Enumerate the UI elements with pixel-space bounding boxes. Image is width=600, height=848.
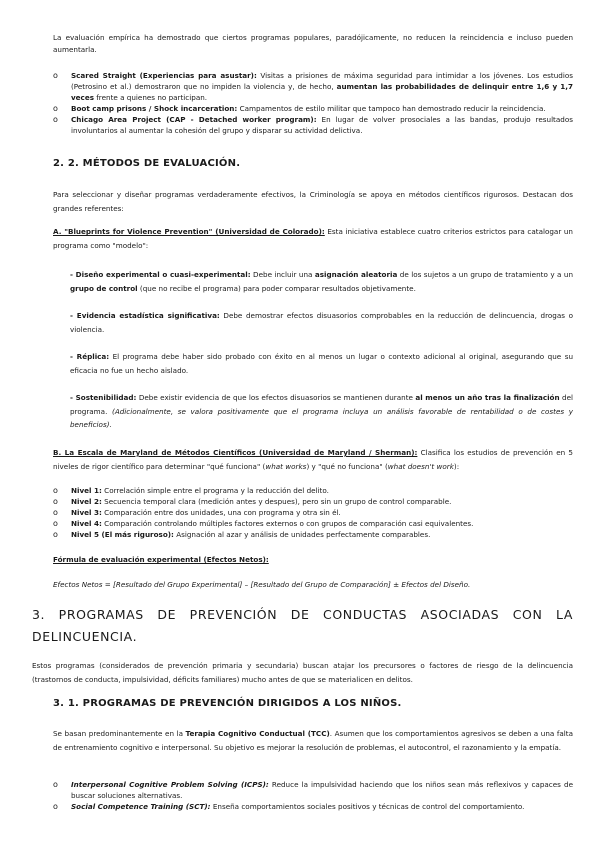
list-item: o Boot camp prisons / Shock incarceration: Campamentos de estilo militar que tampoco han demostrado reducir la reincidencia. <box>53 104 546 113</box>
bullet-icon: o <box>53 530 58 539</box>
bullet-icon: o <box>53 802 58 811</box>
list-item: o Interpersonal Cognitive Problem Solving (ICPS): Reduce la impulsividad haciendo que los niños sean más reflexivos y capaces de buscar soluciones alternativas. <box>53 780 573 800</box>
section-heading-3-1: 3. 1. PROGRAMAS DE PREVENCIÓN DIRIGIDOS A LOS NIÑOS. <box>53 698 402 709</box>
formula: Efectos Netos = [Resultado del Grupo Experimental] – [Resultado del Grupo de Comparación] ± Efectos del Diseño. <box>53 580 471 589</box>
section-3-1-intro: Se basan predominantemente en la Terapia Cognitivo Conductual (TCC). Asumen que los comportamientos agresivos se deben a una falta de entrenamiento cognitivo e interpersonal. Su objetivo es mejorar la resolución de problemas, el autocontrol, el razonamiento y la empatía. <box>53 729 573 752</box>
criterion-statistical-evidence: - Evidencia estadística significativa: Debe demostrar efectos disuasorios comprobables en la reducción de delincuencia, drogas o violencia. <box>70 311 574 334</box>
maryland-scale-paragraph: B. La Escala de Maryland de Métodos Científicos (Universidad de Maryland / Sherman): Clasifica los estudios de prevención en 5 niveles de rigor científico para determinar "qué funciona" (what works) y "qué no funciona" (what doesn't work): <box>53 448 573 471</box>
list-item: o Nivel 1: Correlación simple entre el programa y la reducción del delito. <box>53 486 329 495</box>
list-item: o Chicago Area Project (CAP - Detached worker program): En lugar de volver prosociales a las bandas, produjo resultados involuntarios al aumentar la cohesión del grupo y disparar su actividad delictiva. <box>53 115 573 135</box>
list-item: o Scared Straight (Experiencias para asustar): Visitas a prisiones de máxima seguridad para intimidar a los jóvenes. Los estudios (Petrosino et al.) demostraron que no impiden la violencia y, de hecho, aumentan las probabilidades de delinquir entre 1,6 y 1,7 veces frente a quienes no participan. <box>53 71 574 102</box>
bullet-icon: o <box>53 486 58 495</box>
list-item: o Nivel 5 (El más riguroso): Asignación al azar y análisis de unidades perfectamente comparables. <box>53 530 431 539</box>
list-item: o Nivel 3: Comparación entre dos unidades, una con programa y otra sin él. <box>53 508 341 517</box>
criterion-sustainability: - Sostenibilidad: Debe existir evidencia de que los efectos disuasorios se mantienen durante al menos un año tras la finalización del programa. (Adicionalmente, se valora positivamente que el programa incluya un análisis favorable de rentabilidad o de costes y beneficios). <box>70 393 573 429</box>
children-programs-list <box>53 779 573 812</box>
criterion-experimental-design: - Diseño experimental o cuasi-experimental: Debe incluir una asignación aleatoria de los sujetos a un grupo de tratamiento y a un grupo de control (que no recibe el programa) para poder comparar resultados objetivamente. <box>70 270 574 293</box>
bullet-icon: o <box>53 519 58 528</box>
bullet-icon: o <box>53 104 58 113</box>
list-item: o Nivel 4: Comparación controlando múltiples factores externos o con grupos de comparación casi equivalentes. <box>53 519 474 528</box>
bullet-icon: o <box>53 115 58 124</box>
section-heading-3: 3. PROGRAMAS DE PREVENCIÓN DE CONDUCTAS ASOCIADAS CON LA DELINCUENCIA. <box>32 607 573 644</box>
formula-title: Fórmula de evaluación experimental (Efectos Netos): <box>53 555 269 564</box>
bullet-icon: o <box>53 497 58 506</box>
bullet-icon: o <box>53 71 58 80</box>
blueprints-paragraph: A. "Blueprints for Violence Prevention" (Universidad de Colorado): Esta iniciativa establece cuatro criterios estrictos para catalogar un programa como "modelo": <box>53 227 573 250</box>
section-heading-2-2: 2. 2. MÉTODOS DE EVALUACIÓN. <box>53 158 241 169</box>
bullet-icon: o <box>53 508 58 517</box>
section-3-intro: Estos programas (considerados de prevención primaria y secundaria) buscan atajar los precursores o factores de riesgo de la delincuencia (trastornos de conducta, impulsividad, déficits familiares) mucho antes de que se materialicen en delitos. <box>32 661 573 684</box>
list-item: o Social Competence Training (SCT): Enseña comportamientos sociales positivos y técnicas de control del comportamiento. <box>53 802 525 811</box>
failed-programs-list <box>53 70 573 136</box>
intro-paragraph: La evaluación empírica ha demostrado que ciertos programas populares, paradójicamente, no reducen la reincidencia e incluso pueden aumentarla. <box>53 33 573 54</box>
bullet-icon: o <box>53 780 58 789</box>
maryland-levels-list <box>53 485 573 540</box>
list-item: o Nivel 2: Secuencia temporal clara (medición antes y despues), pero sin un grupo de control comparable. <box>53 497 452 506</box>
section-2-2-intro: Para seleccionar y diseñar programas verdaderamente efectivos, la Criminología se apoya en métodos científicos rigurosos. Destacan dos grandes referentes: <box>53 190 573 213</box>
criterion-replication: - Réplica: El programa debe haber sido probado con éxito en al menos un lugar o contexto adicional al original, asegurando que su eficacia no fue un hecho aislado. <box>70 352 573 375</box>
